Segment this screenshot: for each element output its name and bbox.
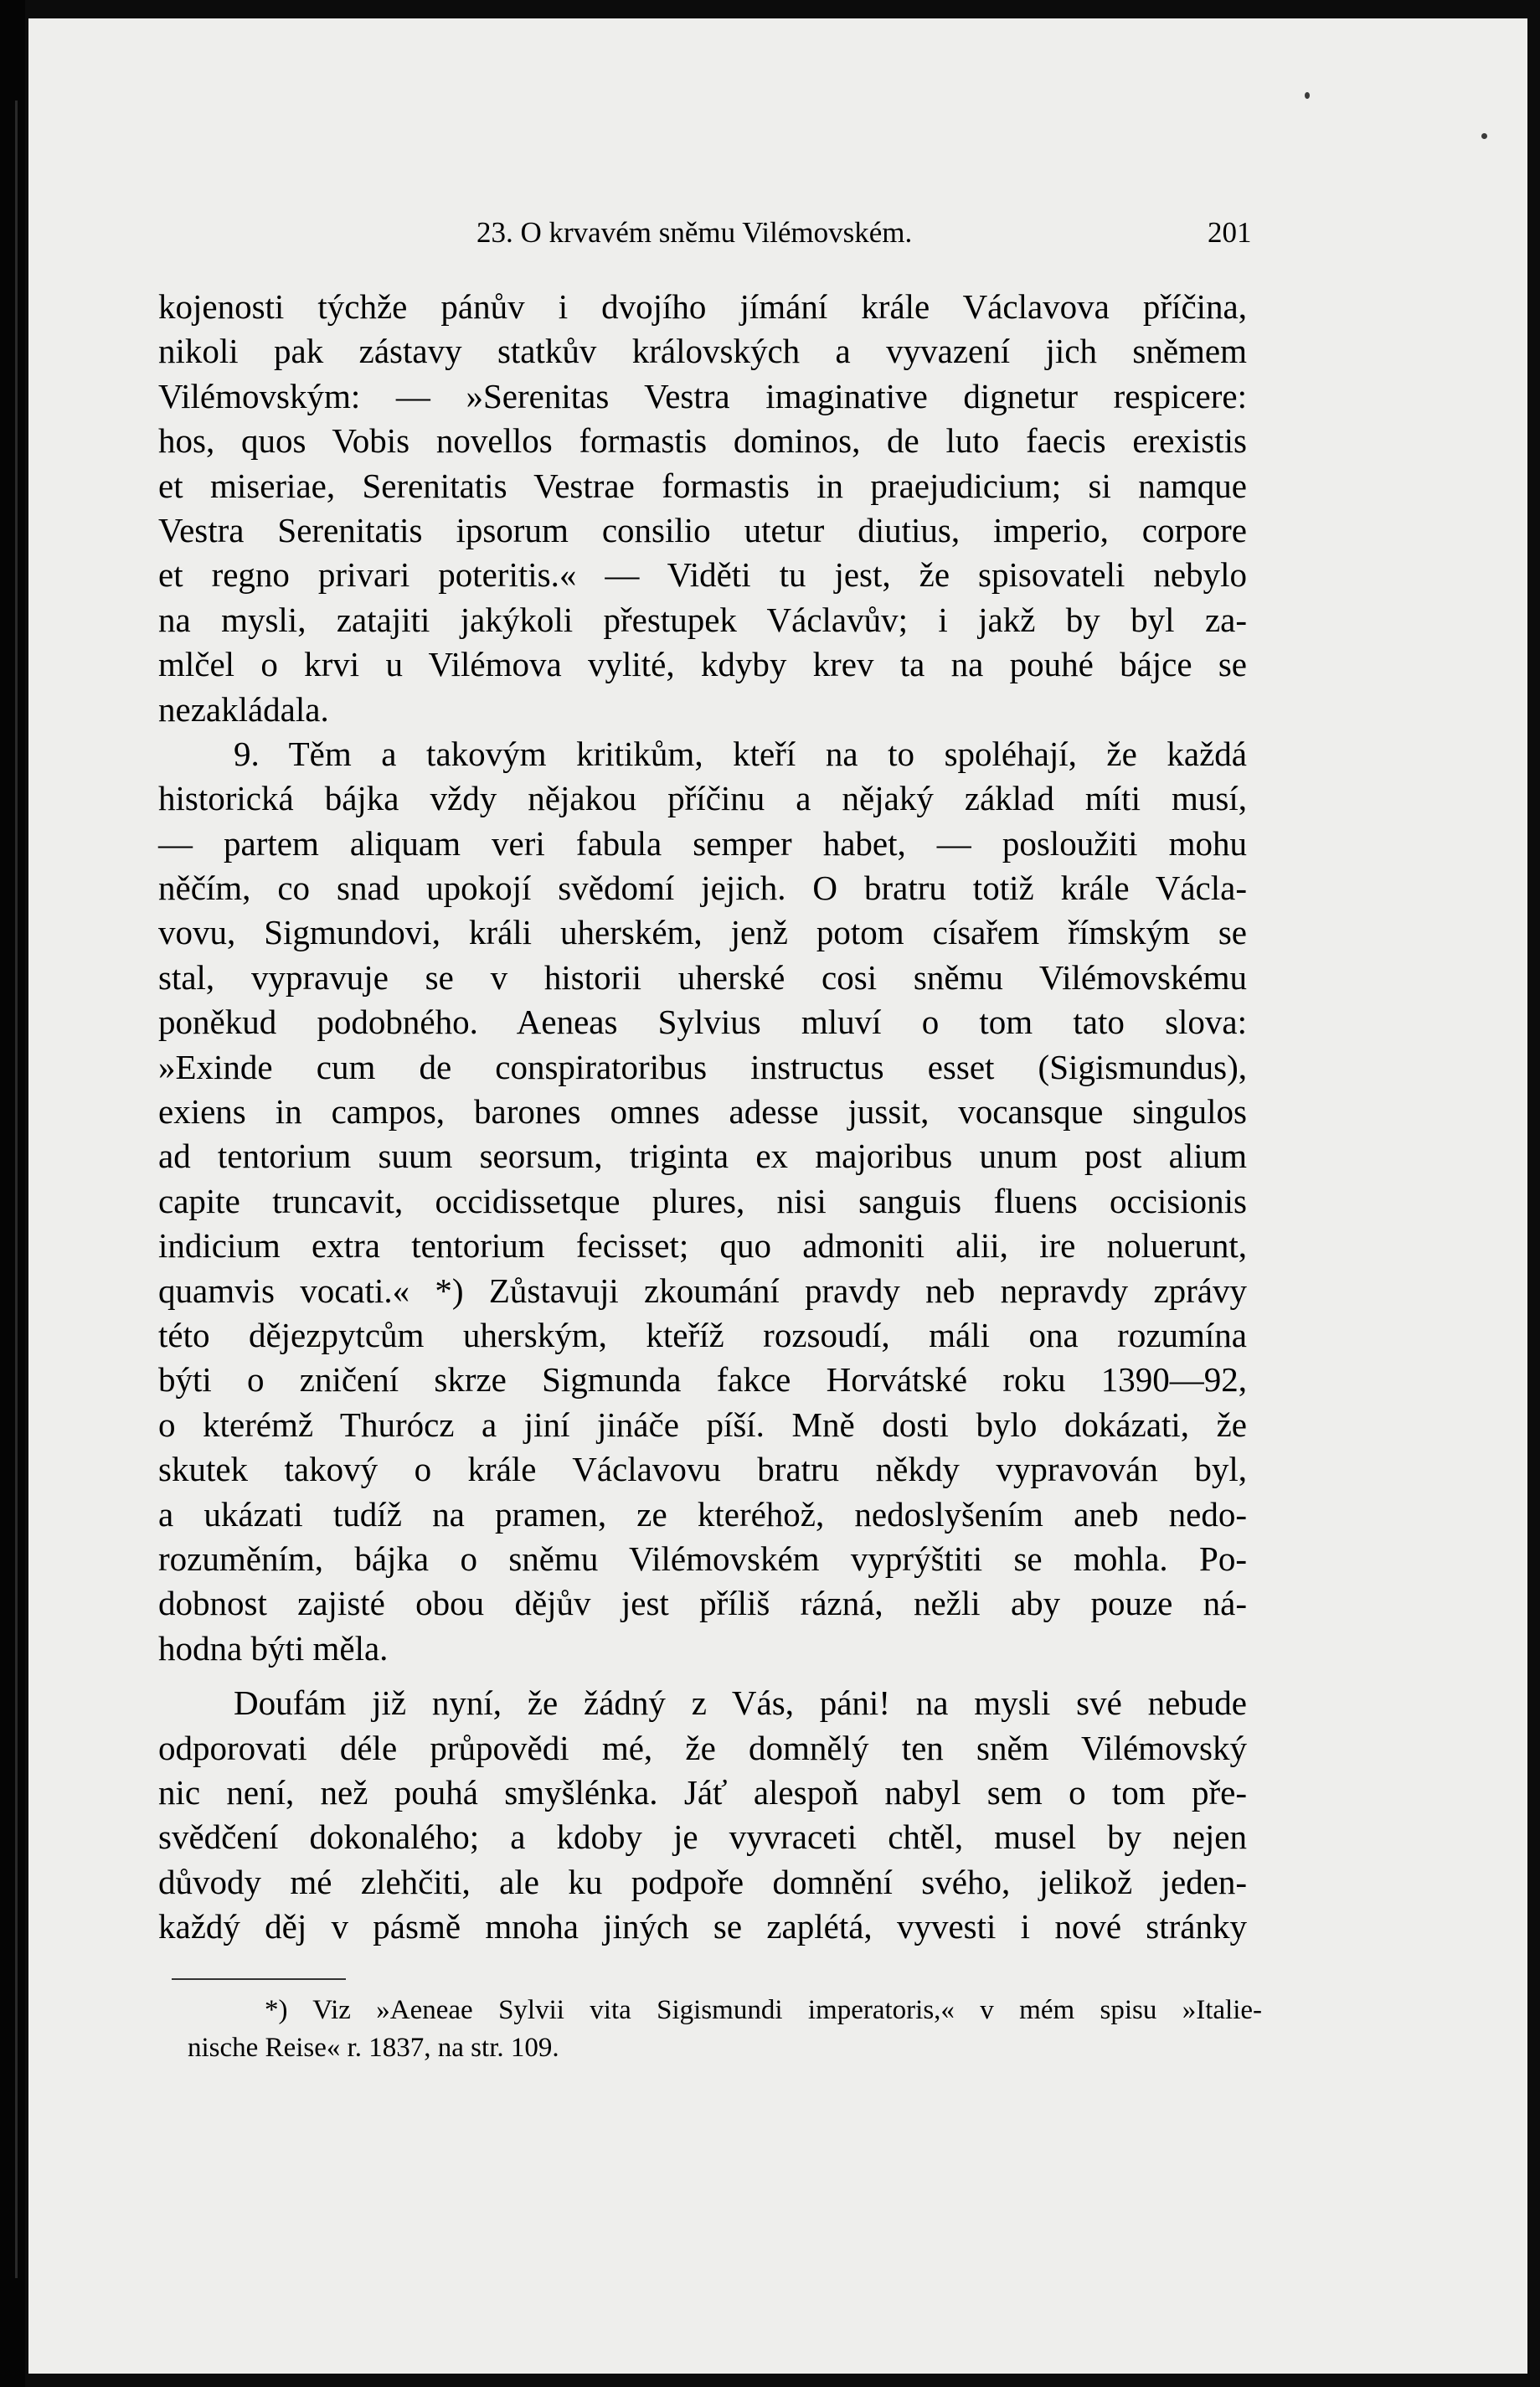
page-number: 201 <box>1208 216 1252 249</box>
scan-page-edge-shadow <box>15 101 18 2278</box>
text-line: indicium extra tentorium fecisset; quo admoniti alii, ire noluerunt, <box>158 1226 1247 1266</box>
text-line: skutek takový o krále Václavovu bratru někdy vypravován byl, <box>158 1450 1247 1489</box>
text-line: »Exinde cum de conspiratoribus instructus esset (Sigismundus), <box>158 1047 1247 1086</box>
body-text <box>158 285 1247 1949</box>
scan-dark-border-left <box>0 0 25 2387</box>
paragraph <box>158 285 1247 732</box>
text-line: důvody mé zlehčiti, ale ku podpoře domnění svého, jelikož jeden- <box>158 1862 1247 1901</box>
text-line: nic není, než pouhá smyšlénka. Jáť alespoň nabyl sem o tom pře- <box>158 1772 1247 1812</box>
text-line: hos, quos Vobis novellos formastis dominos, de luto faecis erexistis <box>158 421 1247 461</box>
text-line: et regno privari poteritis.« — Viděti tu jest, že spisovateli nebylo <box>158 555 1247 595</box>
text-line: rozuměním, bájka o sněmu Vilémovském vyprýštiti se mohla. Po- <box>158 1539 1247 1578</box>
paragraph-gap <box>158 1671 1247 1681</box>
text-line: stal, vypravuje se v historii uherské cosi sněmu Vilémovskému <box>158 957 1247 997</box>
text-line: poněkud podobného. Aeneas Sylvius mluví o tom tato slova: <box>158 1003 1247 1042</box>
footnote-line: *) Viz »Aeneae Sylvii vita Sigismundi imperatoris,« v mém spisu »Italie- <box>265 1995 1262 2025</box>
text-line: něčím, co snad upokojí svědomí jejich. O bratru totiž krále Václa- <box>158 869 1247 908</box>
scan-speck <box>1481 133 1487 139</box>
running-title: 23. O krvavém sněmu Vilémovském. <box>476 216 913 249</box>
paragraph <box>158 732 1247 1671</box>
text-line: býti o zničení skrze Sigmunda fakce Horvátské roku 1390—92, <box>158 1360 1247 1400</box>
text-line: — partem aliquam veri fabula semper habet, — posloužiti mohu <box>158 823 1247 863</box>
text-line: historická bájka vždy nějakou příčinu a nějaký základ míti musí, <box>158 779 1247 818</box>
text-line: o kterémž Thurócz a jiní jináče píší. Mně dosti bylo dokázati, že <box>158 1405 1247 1444</box>
text-line: et miseriae, Serenitatis Vestrae formastis in praejudicium; si namque <box>158 466 1247 505</box>
text-line: Vestra Serenitatis ipsorum consilio utetur diutius, imperio, corpore <box>158 510 1247 549</box>
text-line: vovu, Sigmundovi, králi uherském, jenž potom císařem římským se <box>158 913 1247 952</box>
text-line: svědčení dokonalého; a kdoby je vyvraceti chtěl, musel by nejen <box>158 1817 1247 1857</box>
text-line: kojenosti týchže pánův i dvojího jímání krále Václavova příčina, <box>158 287 1247 326</box>
text-line: mlčel o krvi u Vilémova vylité, kdyby krev ta na pouhé bájce se <box>158 645 1247 684</box>
text-line: odporovati déle průpovědi mé, že domnělý ten sněm Vilémovský <box>158 1728 1247 1767</box>
text-line: dobnost zajisté obou dějův jest příliš rázná, nežli aby pouze ná- <box>158 1584 1247 1623</box>
text-line: každý děj v pásmě mnoha jiných se zaplétá, vyvesti i nové stránky <box>158 1907 1247 1946</box>
text-line: této dějezpytcům uherským, kteříž rozsoudí, máli ona rozumína <box>158 1315 1247 1354</box>
text-line: Vilémovským: — »Serenitas Vestra imaginative dignetur respicere: <box>158 376 1247 415</box>
footnote-separator <box>172 1978 346 1980</box>
scan-speck <box>1305 92 1310 99</box>
footnote-line: nische Reise« r. 1837, na str. 109. <box>188 2033 559 2063</box>
text-line: hodna býti měla. <box>158 1628 389 1668</box>
text-line: 9. Těm a takovým kritikům, kteří na to spoléhají, že každá <box>234 734 1247 773</box>
text-line: Doufám již nyní, že žádný z Vás, páni! na mysli své nebude <box>234 1683 1247 1723</box>
text-line: na mysli, zatajiti jakýkoli přestupek Václavův; i jakž by byl za- <box>158 600 1247 639</box>
text-line: quamvis vocati.« *) Zůstavuji zkoumání pravdy neb nepravdy zprávy <box>158 1271 1247 1310</box>
text-line: capite truncavit, occidissetque plures, nisi sanguis fluens occisionis <box>158 1181 1247 1220</box>
footnote <box>188 1992 1262 2067</box>
text-line: a ukázati tudíž na pramen, ze kteréhož, nedoslyšením aneb nedo- <box>158 1494 1247 1534</box>
text-line: nezakládala. <box>158 689 329 729</box>
text-line: exiens in campos, barones omnes adesse jussit, vocansque singulos <box>158 1092 1247 1132</box>
text-line: nikoli pak zástavy statkův královských a vyvazení jich sněmem <box>158 332 1247 371</box>
text-line: ad tentorium suum seorsum, triginta ex majoribus unum post alium <box>158 1137 1247 1176</box>
paragraph <box>158 1681 1247 1949</box>
